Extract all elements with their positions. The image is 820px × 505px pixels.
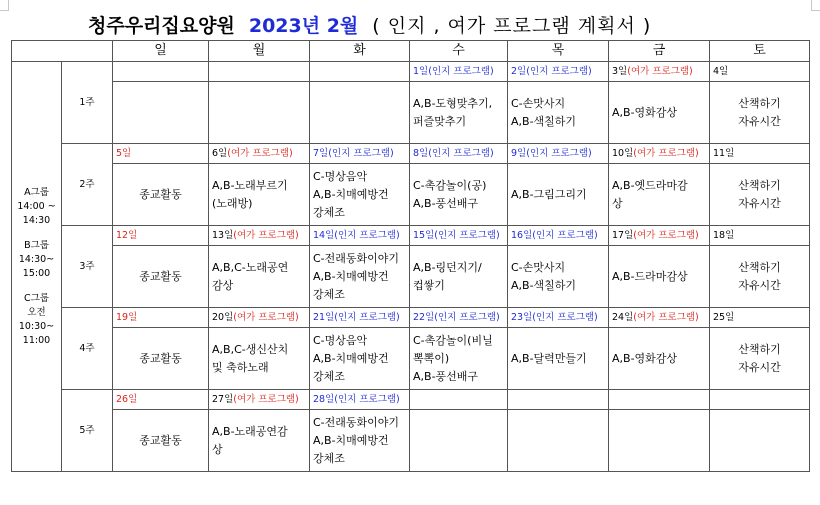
- date-cell: [410, 226, 508, 246]
- date-cell: [310, 226, 410, 246]
- activity-cell: [310, 246, 410, 308]
- activity-line: A,B-달력만들기: [511, 351, 587, 365]
- date-line: [713, 230, 734, 241]
- weekday-header: 토: [710, 41, 810, 62]
- date-cell: [113, 308, 209, 328]
- date-cell: [310, 144, 410, 164]
- activity-line: A,B-그림그리기: [511, 187, 587, 201]
- group-time-line: 14:00 ~: [17, 200, 56, 212]
- date-line: [116, 148, 131, 159]
- day-number: 4일: [713, 65, 729, 77]
- day-number: 9일: [511, 147, 527, 159]
- day-number: 20일: [212, 311, 234, 323]
- day-number: 25일: [713, 311, 735, 323]
- activity-cell: [310, 82, 410, 144]
- activity-cell: [209, 246, 310, 308]
- date-line: [612, 66, 693, 77]
- date-line: [413, 312, 500, 323]
- activity-line: A,B-노래부르기: [212, 178, 288, 192]
- week-label: 2주: [62, 144, 113, 226]
- activity-cell: [113, 246, 209, 308]
- date-cell: [310, 390, 410, 410]
- day-number: 27일: [212, 393, 234, 405]
- title-org: 청주우리집요양원: [88, 15, 235, 37]
- day-number: 26일: [116, 393, 138, 405]
- activity-cell: [410, 328, 508, 390]
- week-label: 5주: [62, 390, 113, 472]
- weekday-header: 목: [508, 41, 609, 62]
- activity-cell: [310, 328, 410, 390]
- activity-cell: [609, 82, 710, 144]
- date-cell: [508, 144, 609, 164]
- date-cell: [609, 390, 710, 410]
- activity-line: A,B,C-생신산치: [212, 342, 289, 356]
- date-cell: [113, 390, 209, 410]
- activity-row: [12, 410, 810, 472]
- activity-line: A,B-링던지기/: [413, 260, 482, 274]
- date-line: [116, 230, 137, 241]
- activity-line: 뽁뽁이): [413, 351, 450, 365]
- date-line: [313, 394, 400, 405]
- activity-line: C-손맛사지: [511, 96, 566, 110]
- program-type: (인지 프로그램): [428, 65, 494, 77]
- date-line: [413, 66, 494, 77]
- group-time-line: C그룹: [24, 292, 49, 304]
- activity-line: 산책하기: [738, 342, 781, 356]
- activity-line: A,B-치매예방건: [313, 433, 389, 447]
- activity-line: C-명상음악: [313, 169, 368, 183]
- activity-cell: [209, 82, 310, 144]
- activity-line: 산책하기: [738, 96, 781, 110]
- date-row: [12, 226, 810, 246]
- date-line: [612, 148, 699, 159]
- date-row: [12, 308, 810, 328]
- date-line: [511, 148, 592, 159]
- activity-cell: [113, 410, 209, 472]
- date-line: [313, 230, 400, 241]
- activity-cell: [710, 164, 810, 226]
- program-type: (여가 프로그램): [227, 147, 293, 159]
- date-line: [713, 66, 728, 77]
- date-cell: [508, 308, 609, 328]
- weekday-header: 일: [113, 41, 209, 62]
- date-line: [511, 312, 598, 323]
- week-label: 4주: [62, 308, 113, 390]
- group-time-line: 14:30: [22, 214, 51, 226]
- date-cell: [609, 62, 710, 82]
- page-corner-guide-right: [811, 0, 820, 11]
- activity-cell: [508, 246, 609, 308]
- date-line: [212, 148, 293, 159]
- program-type: (여가 프로그램): [633, 229, 699, 241]
- group-time-line: A그룹: [24, 186, 49, 198]
- date-line: [612, 230, 699, 241]
- day-number: 16일: [511, 229, 533, 241]
- group-time-line: 10:30~: [18, 320, 55, 332]
- activity-line: 종교활동: [139, 433, 182, 447]
- activity-line: 강체조: [313, 287, 345, 301]
- date-row: [12, 62, 810, 82]
- activity-cell: [609, 328, 710, 390]
- activity-line: 강체조: [313, 369, 345, 383]
- day-number: 17일: [612, 229, 634, 241]
- activity-line: 상: [212, 442, 223, 456]
- activity-cell: [113, 164, 209, 226]
- activity-line: A,B-영화감상: [612, 105, 678, 119]
- activity-line: 컵쌓기: [413, 278, 445, 292]
- activity-line: 상: [612, 196, 623, 210]
- date-row: [12, 390, 810, 410]
- activity-line: 자유시간: [738, 114, 781, 128]
- group-time-line: 11:00: [22, 334, 51, 346]
- program-type: (여가 프로그램): [627, 65, 693, 77]
- weekday-header: 월: [209, 41, 310, 62]
- activity-cell: [410, 82, 508, 144]
- date-line: [713, 148, 734, 159]
- day-number: 23일: [511, 311, 533, 323]
- day-number: 8일: [413, 147, 429, 159]
- date-line: [511, 230, 598, 241]
- activity-line: C-손맛사지: [511, 260, 566, 274]
- day-number: 14일: [313, 229, 335, 241]
- date-cell: [209, 226, 310, 246]
- activity-cell: [113, 82, 209, 144]
- program-type: (인지 프로그램): [532, 229, 598, 241]
- activity-cell: [508, 328, 609, 390]
- activity-line: 자유시간: [738, 278, 781, 292]
- date-cell: [609, 308, 710, 328]
- group-time-block: [15, 186, 58, 228]
- program-type: (여가 프로그램): [233, 393, 299, 405]
- activity-line: A,B-영화감상: [612, 351, 678, 365]
- date-cell: [209, 144, 310, 164]
- day-number: 15일: [413, 229, 435, 241]
- day-number: 13일: [212, 229, 234, 241]
- document-title: [88, 11, 651, 38]
- date-cell: [113, 62, 209, 82]
- date-line: [212, 230, 299, 241]
- activity-cell: [710, 246, 810, 308]
- activity-cell: [310, 410, 410, 472]
- activity-cell: [710, 328, 810, 390]
- activity-cell: [209, 164, 310, 226]
- date-cell: [609, 226, 710, 246]
- date-line: [313, 148, 394, 159]
- activity-row: [12, 246, 810, 308]
- date-cell: [710, 226, 810, 246]
- activity-cell: [209, 410, 310, 472]
- activity-line: 및 축하노래: [212, 360, 269, 374]
- day-number: 28일: [313, 393, 335, 405]
- program-type: (여가 프로그램): [233, 229, 299, 241]
- date-line: [713, 312, 734, 323]
- date-line: [511, 66, 592, 77]
- activity-line: (노래방): [212, 196, 253, 210]
- date-cell: [209, 308, 310, 328]
- activity-line: A,B-치매예방건: [313, 269, 389, 283]
- activity-cell: [310, 164, 410, 226]
- title-program: ( 인지 , 여가 프로그램 계획서 ): [372, 15, 652, 37]
- activity-line: A,B-풍선배구: [413, 369, 479, 383]
- date-cell: [609, 144, 710, 164]
- program-type: (인지 프로그램): [434, 229, 500, 241]
- activity-line: C-명상음악: [313, 333, 368, 347]
- program-type: (인지 프로그램): [328, 147, 394, 159]
- date-cell: [410, 308, 508, 328]
- day-number: 2일: [511, 65, 527, 77]
- date-line: [313, 312, 400, 323]
- activity-cell: [113, 328, 209, 390]
- day-number: 5일: [116, 147, 132, 159]
- date-cell: [209, 390, 310, 410]
- activity-line: 종교활동: [139, 351, 182, 365]
- activity-line: C-전래동화이야기: [313, 251, 400, 265]
- activity-line: A,B-색칠하기: [511, 114, 577, 128]
- activity-line: 산책하기: [738, 260, 781, 274]
- program-type: (여가 프로그램): [633, 147, 699, 159]
- date-cell: [710, 62, 810, 82]
- title-year-month: 2023년 2월: [248, 15, 359, 37]
- program-type: (인지 프로그램): [334, 393, 400, 405]
- activity-cell: [710, 82, 810, 144]
- activity-row: [12, 164, 810, 226]
- activity-cell: [410, 246, 508, 308]
- date-line: [116, 312, 137, 323]
- activity-line: C-전래동화이야기: [313, 415, 400, 429]
- week-label: 1주: [62, 62, 113, 144]
- activity-line: A,B-도형맞추기,: [413, 96, 493, 110]
- day-number: 24일: [612, 311, 634, 323]
- activity-line: A,B-드라마감상: [612, 269, 688, 283]
- program-type: (인지 프로그램): [428, 147, 494, 159]
- activity-cell: [508, 410, 609, 472]
- date-line: [212, 394, 299, 405]
- program-type: (여가 프로그램): [233, 311, 299, 323]
- program-type: (인지 프로그램): [334, 229, 400, 241]
- activity-line: C-촉감놀이(공): [413, 178, 487, 192]
- activity-line: 강체조: [313, 205, 345, 219]
- activity-line: C-촉감놀이(비닐: [413, 333, 493, 347]
- program-type: (여가 프로그램): [633, 311, 699, 323]
- day-number: 7일: [313, 147, 329, 159]
- day-number: 21일: [313, 311, 335, 323]
- date-line: [612, 312, 699, 323]
- activity-cell: [410, 410, 508, 472]
- day-number: 1일: [413, 65, 429, 77]
- activity-line: A,B-노래공연감: [212, 424, 288, 438]
- date-cell: [410, 144, 508, 164]
- activity-line: A,B-치매예방건: [313, 187, 389, 201]
- program-type: (인지 프로그램): [532, 311, 598, 323]
- date-cell: [310, 308, 410, 328]
- day-number: 3일: [612, 65, 628, 77]
- activity-line: A,B,C-노래공연: [212, 260, 289, 274]
- activity-line: 강체조: [313, 451, 345, 465]
- date-cell: [209, 62, 310, 82]
- activity-line: A,B-풍선배구: [413, 196, 479, 210]
- week-label: 3주: [62, 226, 113, 308]
- activity-line: 종교활동: [139, 269, 182, 283]
- group-time-line: 14:30~: [18, 253, 55, 265]
- date-cell: [410, 390, 508, 410]
- activity-cell: [209, 328, 310, 390]
- program-type: (인지 프로그램): [434, 311, 500, 323]
- group-time-cell: [12, 62, 62, 472]
- activity-cell: [508, 164, 609, 226]
- activity-cell: [609, 410, 710, 472]
- program-type: (인지 프로그램): [526, 147, 592, 159]
- date-cell: [113, 144, 209, 164]
- activity-line: 종교활동: [139, 187, 182, 201]
- activity-cell: [410, 164, 508, 226]
- schedule-table: [11, 40, 810, 472]
- date-cell: [508, 390, 609, 410]
- date-line: [116, 394, 137, 405]
- day-number: 18일: [713, 229, 735, 241]
- program-type: (인지 프로그램): [526, 65, 592, 77]
- program-type: (인지 프로그램): [334, 311, 400, 323]
- date-line: [212, 312, 299, 323]
- activity-line: A,B-옛드라마감: [612, 178, 688, 192]
- day-number: 11일: [713, 147, 735, 159]
- date-cell: [410, 62, 508, 82]
- activity-cell: [710, 410, 810, 472]
- day-number: 12일: [116, 229, 138, 241]
- activity-line: 퍼즐맞추기: [413, 114, 467, 128]
- activity-line: A,B-색칠하기: [511, 278, 577, 292]
- group-time-line: B그룹: [24, 239, 49, 251]
- activity-row: [12, 82, 810, 144]
- activity-line: 산책하기: [738, 178, 781, 192]
- weekday-header: 금: [609, 41, 710, 62]
- page-corner-guide-left: [0, 0, 9, 11]
- activity-line: 자유시간: [738, 196, 781, 210]
- date-cell: [113, 226, 209, 246]
- date-row: [12, 144, 810, 164]
- weekday-header: 화: [310, 41, 410, 62]
- date-line: [413, 230, 500, 241]
- group-time-line: 오전: [27, 306, 46, 318]
- weekday-header: 수: [410, 41, 508, 62]
- group-time-line: 15:00: [22, 267, 51, 279]
- date-cell: [710, 144, 810, 164]
- weekday-header-row: [12, 41, 810, 62]
- activity-cell: [609, 164, 710, 226]
- activity-cell: [609, 246, 710, 308]
- date-cell: [710, 308, 810, 328]
- activity-line: 감상: [212, 278, 234, 292]
- activity-line: A,B-치매예방건: [313, 351, 389, 365]
- day-number: 6일: [212, 147, 228, 159]
- activity-row: [12, 328, 810, 390]
- date-cell: [710, 390, 810, 410]
- group-time-block: [15, 239, 58, 281]
- date-cell: [508, 226, 609, 246]
- activity-line: 자유시간: [738, 360, 781, 374]
- activity-cell: [508, 82, 609, 144]
- date-line: [413, 148, 494, 159]
- date-cell: [508, 62, 609, 82]
- header-blank-cell: [12, 41, 113, 62]
- group-time-block: [15, 292, 58, 348]
- date-cell: [310, 62, 410, 82]
- day-number: 22일: [413, 311, 435, 323]
- day-number: 19일: [116, 311, 138, 323]
- day-number: 10일: [612, 147, 634, 159]
